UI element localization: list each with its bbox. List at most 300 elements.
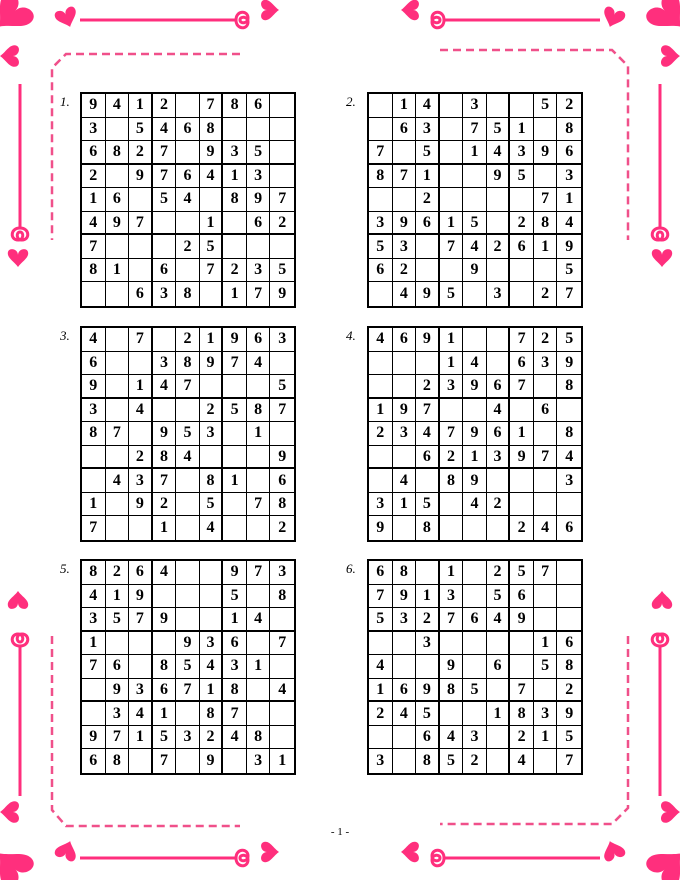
- sudoku-cell[interactable]: [557, 608, 581, 632]
- sudoku-cell[interactable]: 3: [534, 702, 558, 726]
- sudoku-cell[interactable]: [510, 493, 534, 517]
- sudoku-cell[interactable]: 8: [223, 188, 247, 212]
- sudoku-cell[interactable]: 8: [200, 118, 224, 142]
- sudoku-cell[interactable]: 8: [440, 679, 464, 703]
- sudoku-cell[interactable]: 8: [534, 212, 558, 236]
- sudoku-cell[interactable]: 4: [200, 516, 224, 540]
- sudoku-cell[interactable]: 3: [200, 632, 224, 656]
- sudoku-cell[interactable]: 6: [393, 328, 417, 352]
- sudoku-cell[interactable]: 1: [463, 446, 487, 470]
- sudoku-cell[interactable]: 9: [200, 141, 224, 165]
- sudoku-cell[interactable]: 8: [416, 749, 440, 773]
- sudoku-cell[interactable]: 1: [440, 352, 464, 376]
- sudoku-cell[interactable]: 3: [369, 749, 393, 773]
- sudoku-cell[interactable]: 3: [247, 749, 271, 773]
- sudoku-cell[interactable]: [153, 212, 177, 236]
- sudoku-cell[interactable]: 7: [510, 375, 534, 399]
- sudoku-cell[interactable]: 5: [106, 608, 130, 632]
- sudoku-cell[interactable]: 3: [82, 118, 106, 142]
- sudoku-cell[interactable]: [487, 352, 511, 376]
- sudoku-cell[interactable]: 7: [153, 749, 177, 773]
- sudoku-cell[interactable]: [487, 679, 511, 703]
- sudoku-cell[interactable]: 9: [416, 679, 440, 703]
- sudoku-cell[interactable]: [463, 632, 487, 656]
- sudoku-cell[interactable]: 6: [106, 655, 130, 679]
- sudoku-cell[interactable]: 9: [463, 469, 487, 493]
- sudoku-cell[interactable]: 3: [247, 165, 271, 189]
- sudoku-cell[interactable]: [487, 94, 511, 118]
- sudoku-cell[interactable]: 1: [153, 702, 177, 726]
- sudoku-cell[interactable]: 4: [106, 469, 130, 493]
- sudoku-cell[interactable]: [463, 328, 487, 352]
- sudoku-cell[interactable]: 2: [463, 749, 487, 773]
- sudoku-cell[interactable]: [223, 493, 247, 517]
- sudoku-cell[interactable]: [393, 446, 417, 470]
- sudoku-cell[interactable]: 9: [440, 655, 464, 679]
- sudoku-cell[interactable]: 1: [393, 493, 417, 517]
- sudoku-cell[interactable]: 2: [510, 516, 534, 540]
- sudoku-cell[interactable]: 6: [487, 655, 511, 679]
- sudoku-cell[interactable]: 2: [200, 399, 224, 423]
- sudoku-cell[interactable]: [223, 235, 247, 259]
- sudoku-cell[interactable]: [393, 749, 417, 773]
- sudoku-cell[interactable]: 1: [200, 679, 224, 703]
- sudoku-cell[interactable]: [200, 446, 224, 470]
- sudoku-cell[interactable]: 2: [369, 702, 393, 726]
- sudoku-cell[interactable]: 7: [247, 561, 271, 585]
- sudoku-cell[interactable]: 3: [510, 141, 534, 165]
- sudoku-cell[interactable]: 5: [129, 118, 153, 142]
- sudoku-cell[interactable]: [176, 259, 200, 283]
- sudoku-cell[interactable]: 8: [557, 375, 581, 399]
- sudoku-cell[interactable]: 5: [510, 165, 534, 189]
- sudoku-cell[interactable]: 9: [557, 702, 581, 726]
- sudoku-cell[interactable]: [393, 352, 417, 376]
- sudoku-cell[interactable]: 7: [82, 516, 106, 540]
- sudoku-cell[interactable]: 1: [223, 608, 247, 632]
- sudoku-cell[interactable]: [534, 749, 558, 773]
- sudoku-cell[interactable]: [440, 399, 464, 423]
- sudoku-cell[interactable]: [129, 632, 153, 656]
- sudoku-cell[interactable]: 6: [106, 188, 130, 212]
- sudoku-cell[interactable]: 7: [153, 165, 177, 189]
- sudoku-cell[interactable]: 2: [129, 141, 153, 165]
- sudoku-cell[interactable]: [176, 749, 200, 773]
- sudoku-cell[interactable]: [129, 749, 153, 773]
- sudoku-cell[interactable]: 2: [416, 188, 440, 212]
- sudoku-cell[interactable]: [393, 375, 417, 399]
- sudoku-cell[interactable]: [176, 141, 200, 165]
- sudoku-cell[interactable]: 5: [557, 259, 581, 283]
- sudoku-cell[interactable]: 2: [557, 94, 581, 118]
- sudoku-cell[interactable]: 9: [82, 94, 106, 118]
- sudoku-cell[interactable]: [463, 702, 487, 726]
- sudoku-cell[interactable]: [200, 585, 224, 609]
- sudoku-cell[interactable]: [369, 446, 393, 470]
- sudoku-cell[interactable]: [534, 608, 558, 632]
- sudoku-cell[interactable]: 3: [106, 702, 130, 726]
- sudoku-cell[interactable]: 2: [534, 328, 558, 352]
- sudoku-cell[interactable]: [416, 352, 440, 376]
- sudoku-cell[interactable]: 6: [416, 726, 440, 750]
- sudoku-cell[interactable]: [106, 352, 130, 376]
- sudoku-cell[interactable]: 1: [129, 375, 153, 399]
- sudoku-cell[interactable]: 9: [82, 375, 106, 399]
- sudoku-cell[interactable]: 8: [247, 726, 271, 750]
- sudoku-cell[interactable]: 9: [153, 608, 177, 632]
- sudoku-cell[interactable]: 1: [510, 118, 534, 142]
- sudoku-cell[interactable]: [369, 188, 393, 212]
- sudoku-cell[interactable]: [440, 141, 464, 165]
- sudoku-cell[interactable]: 3: [487, 446, 511, 470]
- sudoku-cell[interactable]: 1: [223, 282, 247, 306]
- sudoku-cell[interactable]: 1: [247, 655, 271, 679]
- sudoku-cell[interactable]: 4: [557, 212, 581, 236]
- sudoku-cell[interactable]: 7: [82, 235, 106, 259]
- sudoku-cell[interactable]: 3: [369, 212, 393, 236]
- sudoku-cell[interactable]: 3: [463, 94, 487, 118]
- sudoku-cell[interactable]: 7: [129, 212, 153, 236]
- sudoku-cell[interactable]: 1: [153, 516, 177, 540]
- sudoku-cell[interactable]: 5: [270, 375, 294, 399]
- sudoku-cell[interactable]: 1: [200, 212, 224, 236]
- sudoku-cell[interactable]: 9: [223, 328, 247, 352]
- sudoku-cell[interactable]: [153, 399, 177, 423]
- sudoku-cell[interactable]: 3: [223, 141, 247, 165]
- sudoku-cell[interactable]: 2: [534, 282, 558, 306]
- sudoku-cell[interactable]: [82, 446, 106, 470]
- sudoku-cell[interactable]: [176, 585, 200, 609]
- sudoku-cell[interactable]: [487, 212, 511, 236]
- sudoku-cell[interactable]: 3: [270, 561, 294, 585]
- sudoku-cell[interactable]: [106, 446, 130, 470]
- sudoku-cell[interactable]: [534, 118, 558, 142]
- sudoku-cell[interactable]: 3: [129, 469, 153, 493]
- sudoku-cell[interactable]: 4: [176, 446, 200, 470]
- sudoku-cell[interactable]: 2: [557, 679, 581, 703]
- sudoku-cell[interactable]: 2: [510, 726, 534, 750]
- sudoku-cell[interactable]: 1: [82, 188, 106, 212]
- sudoku-cell[interactable]: 4: [82, 212, 106, 236]
- sudoku-cell[interactable]: 8: [557, 118, 581, 142]
- sudoku-cell[interactable]: 2: [278, 519, 287, 537]
- sudoku-cell[interactable]: 8: [393, 561, 417, 585]
- sudoku-cell[interactable]: 7: [223, 702, 247, 726]
- sudoku-cell[interactable]: 4: [270, 679, 294, 703]
- sudoku-cell[interactable]: 4: [200, 165, 224, 189]
- sudoku-cell[interactable]: [369, 352, 393, 376]
- sudoku-cell[interactable]: [534, 375, 558, 399]
- sudoku-cell[interactable]: 9: [247, 188, 271, 212]
- sudoku-cell[interactable]: 7: [247, 282, 271, 306]
- sudoku-cell[interactable]: 9: [463, 259, 487, 283]
- sudoku-cell[interactable]: [200, 282, 224, 306]
- sudoku-cell[interactable]: 3: [557, 469, 581, 493]
- sudoku-cell[interactable]: 5: [487, 585, 511, 609]
- sudoku-cell[interactable]: 9: [82, 726, 106, 750]
- sudoku-cell[interactable]: 6: [153, 679, 177, 703]
- sudoku-cell[interactable]: 7: [510, 679, 534, 703]
- sudoku-cell[interactable]: [487, 749, 511, 773]
- sudoku-cell[interactable]: [247, 632, 271, 656]
- sudoku-cell[interactable]: 5: [200, 235, 224, 259]
- sudoku-cell[interactable]: [176, 702, 200, 726]
- sudoku-cell[interactable]: 1: [223, 165, 247, 189]
- sudoku-cell[interactable]: [440, 165, 464, 189]
- sudoku-cell[interactable]: [393, 655, 417, 679]
- sudoku-cell[interactable]: 2: [487, 561, 511, 585]
- sudoku-cell[interactable]: 4: [440, 726, 464, 750]
- sudoku-cell[interactable]: 2: [223, 259, 247, 283]
- sudoku-cell[interactable]: 1: [463, 141, 487, 165]
- sudoku-cell[interactable]: [534, 469, 558, 493]
- sudoku-cell[interactable]: [557, 399, 581, 423]
- sudoku-cell[interactable]: [176, 493, 200, 517]
- sudoku-cell[interactable]: 2: [510, 212, 534, 236]
- sudoku-cell[interactable]: [369, 282, 393, 306]
- sudoku-cell[interactable]: 3: [416, 632, 440, 656]
- sudoku-cell[interactable]: 5: [416, 141, 440, 165]
- sudoku-cell[interactable]: [223, 212, 247, 236]
- sudoku-cell[interactable]: 8: [153, 446, 177, 470]
- sudoku-cell[interactable]: 5: [534, 94, 558, 118]
- sudoku-cell[interactable]: 8: [176, 352, 200, 376]
- sudoku-cell[interactable]: 7: [440, 422, 464, 446]
- sudoku-cell[interactable]: 7: [153, 469, 177, 493]
- sudoku-grid-2[interactable]: [367, 92, 583, 308]
- sudoku-cell[interactable]: 7: [369, 141, 393, 165]
- sudoku-cell[interactable]: 9: [416, 282, 440, 306]
- sudoku-cell[interactable]: [557, 585, 581, 609]
- sudoku-cell[interactable]: 6: [393, 679, 417, 703]
- sudoku-cell[interactable]: [129, 352, 153, 376]
- sudoku-cell[interactable]: 5: [176, 422, 200, 446]
- sudoku-cell[interactable]: 6: [369, 259, 393, 283]
- sudoku-cell[interactable]: 7: [463, 118, 487, 142]
- sudoku-cell[interactable]: [270, 118, 294, 142]
- sudoku-cell[interactable]: [416, 235, 440, 259]
- sudoku-cell[interactable]: [129, 516, 153, 540]
- sudoku-cell[interactable]: 7: [565, 285, 574, 303]
- sudoku-cell[interactable]: [247, 516, 271, 540]
- sudoku-cell[interactable]: 2: [129, 446, 153, 470]
- sudoku-cell[interactable]: 6: [82, 749, 106, 773]
- sudoku-cell[interactable]: 2: [487, 493, 511, 517]
- sudoku-cell[interactable]: 6: [557, 141, 581, 165]
- sudoku-cell[interactable]: 1: [534, 235, 558, 259]
- sudoku-cell[interactable]: [176, 94, 200, 118]
- sudoku-cell[interactable]: 9: [416, 328, 440, 352]
- sudoku-cell[interactable]: 7: [270, 399, 294, 423]
- sudoku-cell[interactable]: 4: [534, 516, 558, 540]
- sudoku-cell[interactable]: 5: [557, 328, 581, 352]
- sudoku-cell[interactable]: 7: [534, 561, 558, 585]
- sudoku-cell[interactable]: [369, 94, 393, 118]
- sudoku-cell[interactable]: [510, 399, 534, 423]
- sudoku-cell[interactable]: 1: [247, 422, 271, 446]
- sudoku-cell[interactable]: 7: [129, 608, 153, 632]
- sudoku-cell[interactable]: [440, 188, 464, 212]
- sudoku-cell[interactable]: [270, 94, 294, 118]
- sudoku-cell[interactable]: 5: [176, 655, 200, 679]
- sudoku-cell[interactable]: [106, 493, 130, 517]
- sudoku-cell[interactable]: [270, 422, 294, 446]
- sudoku-cell[interactable]: 9: [393, 212, 417, 236]
- sudoku-cell[interactable]: 7: [247, 493, 271, 517]
- sudoku-cell[interactable]: [534, 585, 558, 609]
- sudoku-cell[interactable]: [270, 655, 294, 679]
- sudoku-cell[interactable]: 9: [510, 608, 534, 632]
- sudoku-cell[interactable]: [463, 516, 487, 540]
- sudoku-cell[interactable]: 5: [247, 141, 271, 165]
- sudoku-cell[interactable]: 1: [369, 399, 393, 423]
- sudoku-cell[interactable]: 9: [129, 585, 153, 609]
- sudoku-cell[interactable]: 6: [416, 446, 440, 470]
- sudoku-cell[interactable]: 1: [534, 632, 558, 656]
- sudoku-cell[interactable]: [247, 375, 271, 399]
- sudoku-cell[interactable]: 3: [82, 608, 106, 632]
- sudoku-cell[interactable]: [106, 282, 130, 306]
- sudoku-cell[interactable]: [416, 469, 440, 493]
- sudoku-cell[interactable]: 5: [416, 493, 440, 517]
- sudoku-cell[interactable]: [463, 282, 487, 306]
- sudoku-cell[interactable]: 1: [278, 752, 287, 770]
- sudoku-cell[interactable]: 4: [393, 702, 417, 726]
- sudoku-cell[interactable]: 7: [534, 446, 558, 470]
- sudoku-cell[interactable]: 5: [440, 282, 464, 306]
- sudoku-cell[interactable]: 2: [440, 446, 464, 470]
- sudoku-cell[interactable]: 4: [82, 585, 106, 609]
- sudoku-cell[interactable]: 9: [393, 399, 417, 423]
- sudoku-cell[interactable]: [129, 422, 153, 446]
- sudoku-cell[interactable]: 8: [247, 399, 271, 423]
- sudoku-cell[interactable]: 4: [393, 282, 417, 306]
- sudoku-cell[interactable]: 9: [278, 285, 287, 303]
- sudoku-cell[interactable]: [487, 469, 511, 493]
- sudoku-cell[interactable]: 2: [487, 235, 511, 259]
- sudoku-cell[interactable]: [487, 632, 511, 656]
- sudoku-cell[interactable]: [487, 516, 511, 540]
- sudoku-cell[interactable]: 6: [565, 519, 574, 537]
- sudoku-cell[interactable]: [416, 561, 440, 585]
- sudoku-cell[interactable]: 5: [153, 726, 177, 750]
- sudoku-cell[interactable]: [153, 328, 177, 352]
- sudoku-cell[interactable]: [223, 516, 247, 540]
- sudoku-grid-3[interactable]: [80, 326, 296, 542]
- sudoku-cell[interactable]: 5: [200, 493, 224, 517]
- sudoku-cell[interactable]: 4: [153, 375, 177, 399]
- sudoku-cell[interactable]: 2: [82, 165, 106, 189]
- sudoku-cell[interactable]: 2: [393, 259, 417, 283]
- sudoku-cell[interactable]: 4: [223, 726, 247, 750]
- sudoku-cell[interactable]: 1: [82, 493, 106, 517]
- sudoku-cell[interactable]: 7: [440, 608, 464, 632]
- sudoku-cell[interactable]: 9: [510, 446, 534, 470]
- sudoku-cell[interactable]: [393, 726, 417, 750]
- sudoku-cell[interactable]: 9: [557, 352, 581, 376]
- sudoku-cell[interactable]: 9: [223, 561, 247, 585]
- sudoku-cell[interactable]: [557, 561, 581, 585]
- sudoku-cell[interactable]: [82, 469, 106, 493]
- sudoku-cell[interactable]: 6: [393, 118, 417, 142]
- sudoku-cell[interactable]: [534, 679, 558, 703]
- sudoku-cell[interactable]: 6: [247, 328, 271, 352]
- sudoku-cell[interactable]: 5: [270, 259, 294, 283]
- sudoku-cell[interactable]: [463, 561, 487, 585]
- sudoku-cell[interactable]: 5: [463, 212, 487, 236]
- sudoku-cell[interactable]: 6: [510, 352, 534, 376]
- sudoku-cell[interactable]: 1: [416, 165, 440, 189]
- sudoku-cell[interactable]: 1: [223, 469, 247, 493]
- sudoku-cell[interactable]: 3: [463, 726, 487, 750]
- sudoku-cell[interactable]: 5: [416, 702, 440, 726]
- sudoku-cell[interactable]: 7: [129, 328, 153, 352]
- sudoku-cell[interactable]: [176, 516, 200, 540]
- sudoku-cell[interactable]: 7: [153, 141, 177, 165]
- sudoku-cell[interactable]: [440, 259, 464, 283]
- sudoku-cell[interactable]: 7: [369, 585, 393, 609]
- sudoku-cell[interactable]: 4: [200, 655, 224, 679]
- sudoku-cell[interactable]: 2: [106, 561, 130, 585]
- sudoku-cell[interactable]: 6: [153, 259, 177, 283]
- sudoku-cell[interactable]: 8: [416, 516, 440, 540]
- sudoku-cell[interactable]: [106, 632, 130, 656]
- sudoku-cell[interactable]: 9: [463, 422, 487, 446]
- sudoku-cell[interactable]: 5: [557, 726, 581, 750]
- sudoku-cell[interactable]: 4: [369, 655, 393, 679]
- sudoku-cell[interactable]: 8: [557, 655, 581, 679]
- sudoku-cell[interactable]: [440, 632, 464, 656]
- sudoku-cell[interactable]: [416, 655, 440, 679]
- sudoku-cell[interactable]: 3: [440, 585, 464, 609]
- sudoku-cell[interactable]: 1: [200, 328, 224, 352]
- sudoku-cell[interactable]: 5: [463, 679, 487, 703]
- sudoku-cell[interactable]: 3: [270, 328, 294, 352]
- sudoku-cell[interactable]: [369, 632, 393, 656]
- sudoku-cell[interactable]: [153, 585, 177, 609]
- sudoku-cell[interactable]: 3: [369, 493, 393, 517]
- sudoku-cell[interactable]: 5: [369, 608, 393, 632]
- sudoku-cell[interactable]: [510, 655, 534, 679]
- sudoku-cell[interactable]: [440, 516, 464, 540]
- sudoku-cell[interactable]: 2: [270, 212, 294, 236]
- sudoku-cell[interactable]: [369, 375, 393, 399]
- sudoku-cell[interactable]: 4: [463, 493, 487, 517]
- sudoku-cell[interactable]: 3: [82, 399, 106, 423]
- sudoku-cell[interactable]: [223, 422, 247, 446]
- sudoku-cell[interactable]: 8: [510, 702, 534, 726]
- sudoku-cell[interactable]: 6: [270, 469, 294, 493]
- sudoku-cell[interactable]: [534, 165, 558, 189]
- sudoku-cell[interactable]: [369, 726, 393, 750]
- sudoku-cell[interactable]: [510, 469, 534, 493]
- sudoku-cell[interactable]: 9: [487, 165, 511, 189]
- sudoku-cell[interactable]: [247, 679, 271, 703]
- sudoku-cell[interactable]: [129, 235, 153, 259]
- sudoku-cell[interactable]: [106, 165, 130, 189]
- sudoku-cell[interactable]: 8: [557, 422, 581, 446]
- sudoku-cell[interactable]: [247, 469, 271, 493]
- sudoku-cell[interactable]: 9: [153, 422, 177, 446]
- sudoku-cell[interactable]: 1: [82, 632, 106, 656]
- sudoku-cell[interactable]: [106, 399, 130, 423]
- sudoku-cell[interactable]: 2: [369, 422, 393, 446]
- sudoku-cell[interactable]: 7: [200, 94, 224, 118]
- sudoku-cell[interactable]: 6: [487, 375, 511, 399]
- sudoku-cell[interactable]: 1: [129, 726, 153, 750]
- sudoku-cell[interactable]: 3: [153, 352, 177, 376]
- sudoku-cell[interactable]: [176, 399, 200, 423]
